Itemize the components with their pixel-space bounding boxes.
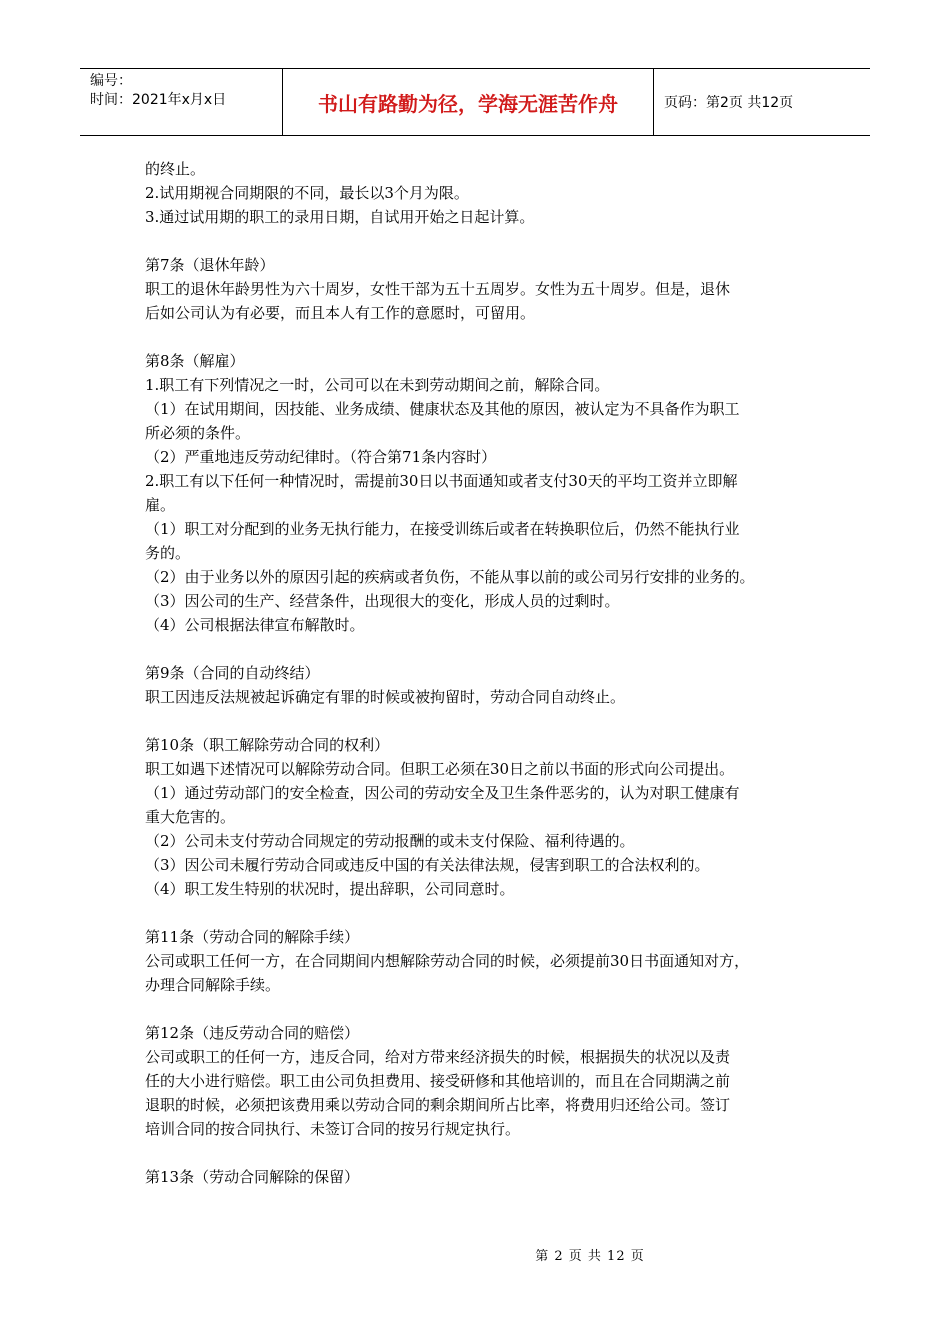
text-line: 第8条（解雇） [145,352,245,370]
document-number-label: 编号： [90,73,132,89]
text-line: 雇。 [145,496,176,514]
paragraph-gap [145,325,825,349]
header-page-info: 页码：第2页 共12页 [664,95,794,111]
text-line: 第9条（合同的自动终结） [145,664,320,682]
text-line: （2）公司未支付劳动合同规定的劳动报酬的或未支付保险、福利待遇的。 [145,832,635,850]
text-line: （1）在试用期间，因技能、业务成绩、健康状态及其他的原因，被认定为不具备作为职工 [145,400,740,418]
text-line: 第11条（劳动合同的解除手续） [145,928,360,946]
text-line: 公司或职工任何一方，在合同期间内想解除劳动合同的时候，必须提前30日书面通知对方， [145,952,750,970]
text-line: （2）由于业务以外的原因引起的疾病或者负伤，不能从事以前的或公司另行安排的业务的。 [145,568,755,586]
paragraph-gap [145,229,825,253]
text-line: （4）公司根据法律宣布解散时。 [145,616,365,634]
text-line: 培训合同的按合同执行、未签订合同的按另行规定执行。 [145,1120,521,1138]
page-footer [0,1245,950,1264]
text-line: （1）通过劳动部门的安全检查，因公司的劳动安全及卫生条件恶劣的，认为对职工健康有 [145,784,740,802]
paragraph-gap [145,997,825,1021]
text-line: 3.通过试用期的职工的录用日期，自试用开始之日起计算。 [145,208,535,226]
text-line: 第12条（违反劳动合同的赔偿） [145,1024,360,1042]
text-line: 公司或职工的任何一方，违反合同，给对方带来经济损失的时候，根据损失的状况以及责 [145,1048,731,1066]
text-line: 任的大小进行赔偿。职工由公司负担费用、接受研修和其他培训的，而且在合同期满之前 [145,1072,731,1090]
text-line: （2）严重地违反劳动纪律时。（符合第71条内容时） [145,448,497,466]
document-body [145,157,825,1189]
text-line: 后如公司认为有必要，而且本人有工作的意愿时，可留用。 [145,304,536,322]
text-line: 退职的时候，必须把该费用乘以劳动合同的剩余期间所占比率，将费用归还给公司。签订 [145,1096,731,1114]
text-line: 重大危害的。 [145,808,236,826]
text-line: 第13条（劳动合同解除的保留） [145,1168,360,1186]
text-line: 务的。 [145,544,191,562]
paragraph-gap [145,1141,825,1165]
text-line: 所必须的条件。 [145,424,251,442]
footer-page-number: 第 2 页 共 12 页 [535,1249,645,1264]
text-line: 第7条（退休年龄） [145,256,275,274]
header-motto: 书山有路勤为径，学海无涯苦作舟 [283,69,654,135]
text-line: （1）职工对分配到的业务无执行能力，在接受训练后或者在转换职位后，仍然不能执行业 [145,520,740,538]
text-line: 职工如遇下述情况可以解除劳动合同。但职工必须在30日之前以书面的形式向公司提出。 [145,760,735,778]
paragraph-gap [145,709,825,733]
paragraph-gap [145,637,825,661]
text-line: 2.职工有以下任何一种情况时，需提前30日以书面通知或者支付30天的平均工资并立即解 [145,472,738,490]
text-line: 第10条（职工解除劳动合同的权利） [145,736,390,754]
text-line: （3）因公司未履行劳动合同或违反中国的有关法律法规，侵害到职工的合法权利的。 [145,856,710,874]
header-meta [80,69,283,135]
page-header [80,68,870,136]
text-line: 1.职工有下列情况之一时，公司可以在未到劳动期间之前，解除合同。 [145,376,610,394]
text-line: 职工的退休年龄男性为六十周岁，女性干部为五十五周岁。女性为五十周岁。但是，退休 [145,280,731,298]
text-line: 职工因违反法规被起诉确定有罪的时候或被拘留时，劳动合同自动终止。 [145,688,626,706]
text-line: （3）因公司的生产、经营条件，出现很大的变化，形成人员的过剩时。 [145,592,620,610]
document-time-label: 时间：2021年x月x日 [90,92,227,108]
text-line: 的终止。 [145,160,206,178]
text-line: 办理合同解除手续。 [145,976,281,994]
paragraph-gap [145,901,825,925]
text-line: （4）职工发生特别的状况时，提出辞职，公司同意时。 [145,880,515,898]
text-line: 2.试用期视合同期限的不同，最长以3个月为限。 [145,184,469,202]
